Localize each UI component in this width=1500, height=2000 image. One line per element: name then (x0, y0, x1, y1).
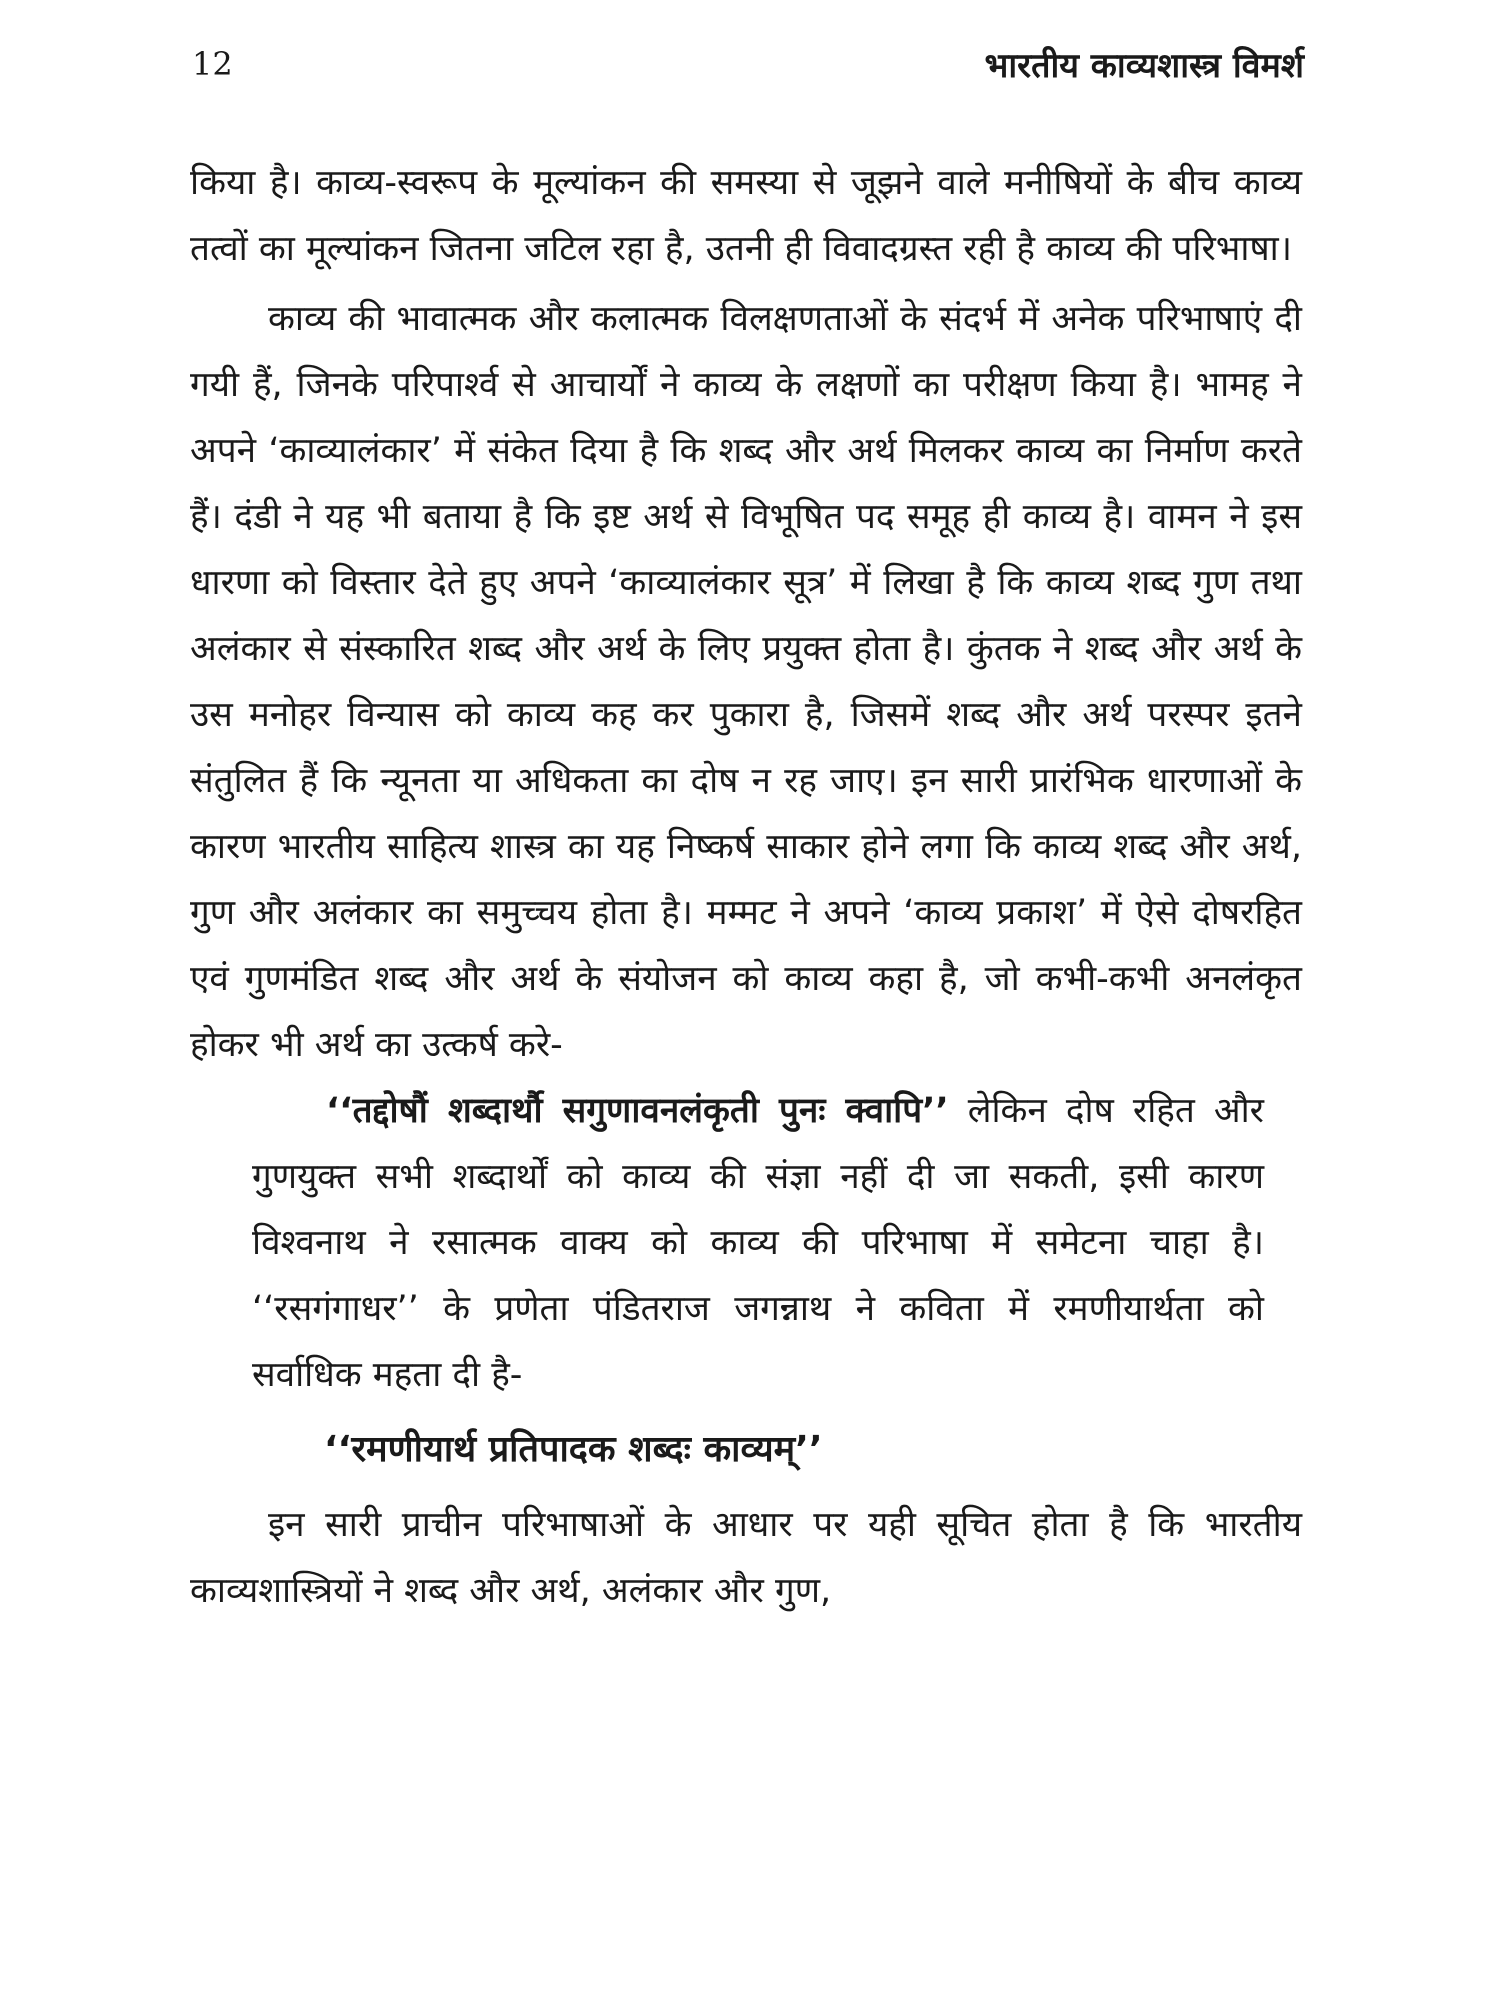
page-number: 12 (192, 45, 233, 83)
quote-paragraph (252, 1078, 1264, 1408)
paragraph-3: इन सारी प्राचीन परिभाषाओं के आधार पर यही सूचित होता है कि भारतीय काव्यशास्त्रियों ने शब्द और अर्थ, अलंकार और गुण, (190, 1505, 1302, 1611)
quote-continuation: लेकिन दोष रहित और गुणयुक्त सभी शब्दार्थों को काव्य की संज्ञा नहीं दी जा सकती, इसी कारण विश्वनाथ ने रसात्मक वाक्य को काव्य की परिभाषा में समेटना चाहा है। ‘‘रसगंगाधर’’ के प्रणेता पंडितराज जगन्नाथ ने कविता में रमणीयार्थता को सर्वाधिक महता दी है- (252, 1091, 1264, 1395)
sanskrit-quote-1: ‘‘तद्दोषौं शब्दार्थौ सगुणावनलंकृती पुनः क्वापि’’ (326, 1091, 949, 1131)
quote-block-1 (252, 1078, 1264, 1408)
body-text (190, 150, 1302, 1624)
page-header (0, 44, 1500, 104)
sanskrit-quote-2: ‘‘रमणीयार्थ प्रतिपादक शब्दः काव्यम्’’ (324, 1429, 823, 1470)
paragraph-1: किया है। काव्य-स्वरूप के मूल्यांकन की समस्या से जूझने वाले मनीषियों के बीच काव्य तत्वों का मूल्यांकन जितना जटिल रहा है, उतनी ही विवादग्रस्त रही है काव्य की परिभाषा। (190, 163, 1302, 269)
running-title: भारतीय काव्यशास्त्र विमर्श (984, 46, 1304, 86)
paragraph-2: काव्य की भावात्मक और कलात्मक विलक्षणताओं के संदर्भ में अनेक परिभाषाएं दी गयी हैं, जिनके परिपार्श्व से आचार्यों ने काव्य के लक्षणों का परीक्षण किया है। भामह ने अपने ‘काव्यालंकार’ में संकेत दिया है कि शब्द और अर्थ मिलकर काव्य का निर्माण करते हैं। दंडी ने यह भी बताया है कि इष्ट अर्थ से विभूषित पद समूह ही काव्य है। वामन ने इस धारणा को विस्तार देते हुए अपने ‘काव्यालंकार सूत्र’ में लिखा है कि काव्य शब्द गुण तथा अलंकार से संस्कारित शब्द और अर्थ के लिए प्रयुक्त होता है। कुंतक ने शब्द और अर्थ के उस मनोहर विन्यास को काव्य कह कर पुकारा है, जिसमें शब्द और अर्थ परस्पर इतने संतुलित हैं कि न्यूनता या अधिकता का दोष न रह जाए। इन सारी प्रारंभिक धारणाओं के कारण भारतीय साहित्य शास्त्र का यह निष्कर्ष साकार होने लगा कि काव्य शब्द और अर्थ, गुण और अलंकार का समुच्चय होता है। मम्मट ने अपने ‘काव्य प्रकाश’ में ऐसे दोषरहित एवं गुणमंडित शब्द और अर्थ के संयोजन को काव्य कहा है, जो कभी-कभी अनलंकृत होकर भी अर्थ का उत्कर्ष करे- (190, 299, 1302, 1065)
